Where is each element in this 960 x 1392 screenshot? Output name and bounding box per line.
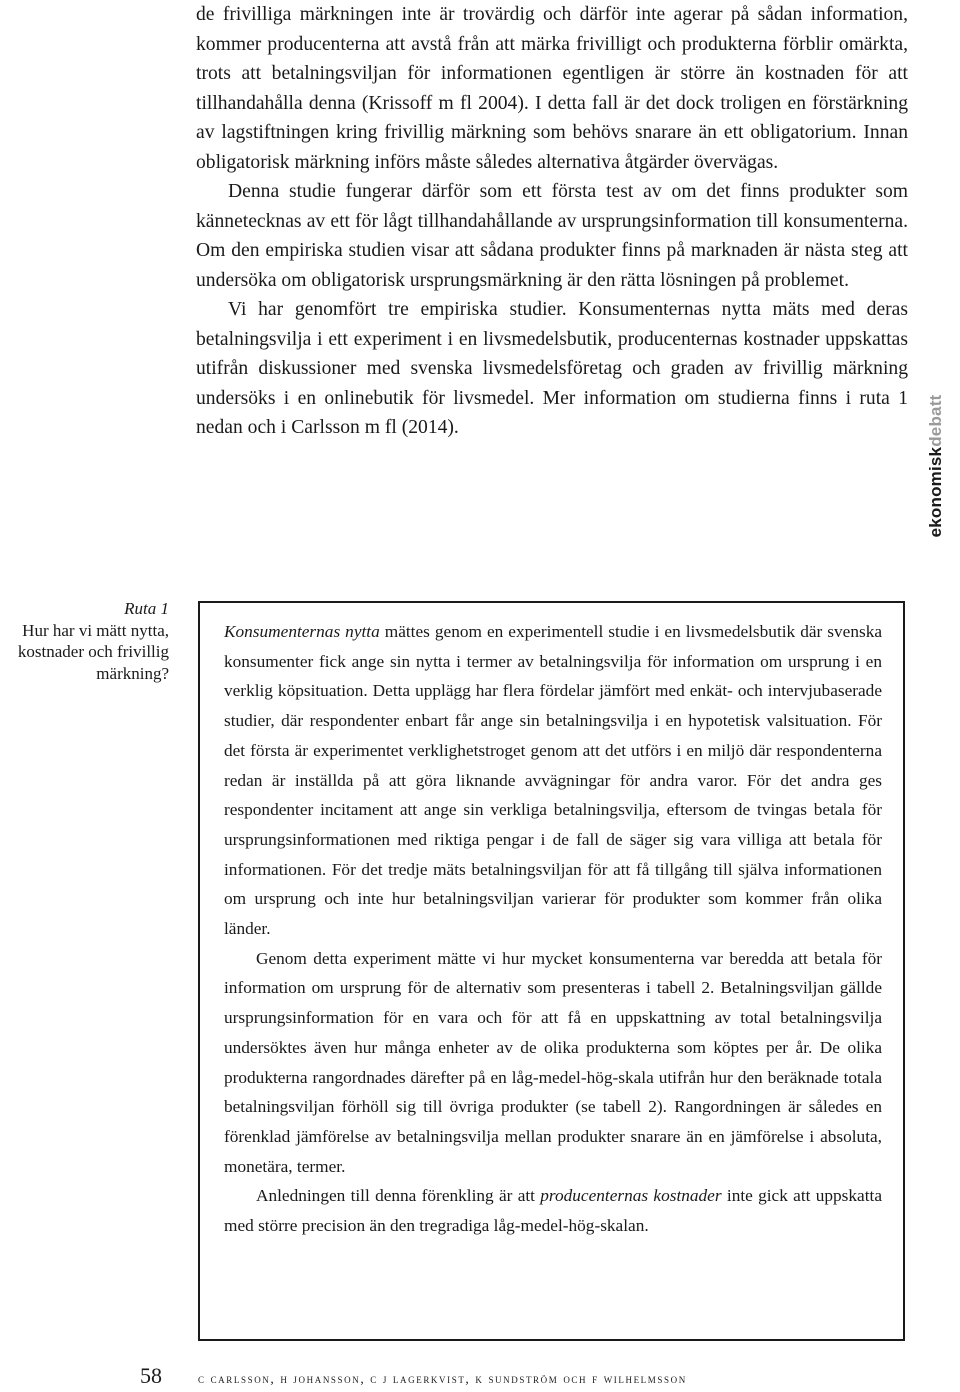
- box-emphasis-nytta: Konsumenternas nytta: [224, 622, 380, 641]
- box-paragraph-1: [224, 617, 882, 944]
- box-text: [224, 617, 882, 1241]
- journal-side-label: [926, 395, 946, 538]
- page-number: 58: [140, 1363, 162, 1388]
- box-emphasis-kostnader: producenternas kostnader: [540, 1186, 722, 1206]
- info-box: [198, 601, 905, 1341]
- body-paragraph-1: de frivilliga märkningen inte är trovärdig och därför inte agerar på sådan information, kommer producenterna att avstå från att märka frivilligt och produkterna förblir omärkta, trots att betalningsviljan för informationen egentligen är större än kostnaden för att tillhandahålla denna (Krissoff m fl 2004). I detta fall är det dock troligen en förstärkning av lagstiftningen kring frivillig märkning som behövs snarare än ett obligatorium. Innan obligatorisk märkning införs måste således alternativa åtgärder övervägas.: [196, 4, 908, 173]
- box-paragraph-2: Genom detta experiment mätte vi hur mycket konsumenterna var beredda att betala för information om ursprung för de alternativ som presenteras i tabell 2. Betalningsviljan gällde ursprungsinformation för en vara och för att få en uppskattning av total betalningsvilja undersöktes även hur många enheter av de olika produkterna som köptes per år. De olika produkterna rangordnades därefter på en låg-medel-hög-skala utifrån hur den beräknade totala betalningsviljan förhöll sig till övriga produkter (se tabell 2). Rangordningen är således en förenklad jämförelse av betalningsvilja mellan produkter snarare än en jämförelse i absoluta, monetära, termer.: [224, 948, 882, 1176]
- box-number: Ruta 1: [124, 599, 169, 618]
- body-paragraph-2: Denna studie fungerar därför som ett första test av om det finns produkter som kännetecknas av ett för lågt tillhandahållande av ursprungsinformation till konsumenterna. Om den empiriska studien visar att sådana produkter finns på marknaden är nästa steg att undersöka om obligatorisk ursprungsmärkning är den rätta lösningen på problemet.: [196, 181, 908, 291]
- running-footer-authors: c carlsson, h johansson, c j lagerkvist, k sundström och f wilhelmsson: [198, 1371, 687, 1386]
- box-caption: [0, 598, 169, 684]
- box-paragraph-3-pre: Anledningen till denna förenkling är att: [256, 1186, 541, 1206]
- journal-label-ekonomisk: ekonomisk: [926, 446, 945, 538]
- journal-label-debatt: debatt: [926, 394, 945, 447]
- box-title: Hur har vi mätt nytta, kostnader och frivillig märkning?: [17, 620, 169, 683]
- box-paragraph-1-text: mättes genom en experimentell studie i en livsmedelsbutik där svenska konsumenter fick ange sin nytta i termer av betalningsvilja för information om ursprung i en verklig köpsituation. Detta upplägg har flera fördelar jämfört med enkät- och intervjubaserade studier, där respondenter enbart får ange sin betalningsvilja i en hypotetisk valsituation. För det första är experimentet verklighetstroget genom att det utförs i en miljö där respondenterna redan är inställda på att göra liknande avvägningar för andra varor. För det andra ges respondenter incitament att ange sin verkliga betalningsvilja, eftersom de tvingas betala för ursprungsinformationen med riktiga pengar i de fall de säger sig vara villiga att betala för informationen. För det tredje mäts betalningsviljan för att få tillgång till själva informationen om ursprung och inte hur betalningsviljan varierar för produkter som kommer från olika länder.: [224, 622, 882, 939]
- body-paragraph-3: Vi har genomfört tre empiriska studier. Konsumenternas nytta mäts med deras betalningsvilja i ett experiment i en livsmedelsbutik, producenternas kostnader uppskattas utifrån diskussioner med svenska livsmedelsföretag och graden av frivillig märkning undersöks i en onlinebutik för livsmedel. Mer information om studierna finns i ruta 1 nedan och i Carlsson m fl (2014).: [196, 299, 908, 438]
- main-body-text: [196, 0, 908, 443]
- box-paragraph-3: [224, 1181, 882, 1240]
- box-paragraph-3-post: inte gick att uppskatta med större precision än den tregradiga låg-medel-hög-skalan.: [224, 1186, 882, 1236]
